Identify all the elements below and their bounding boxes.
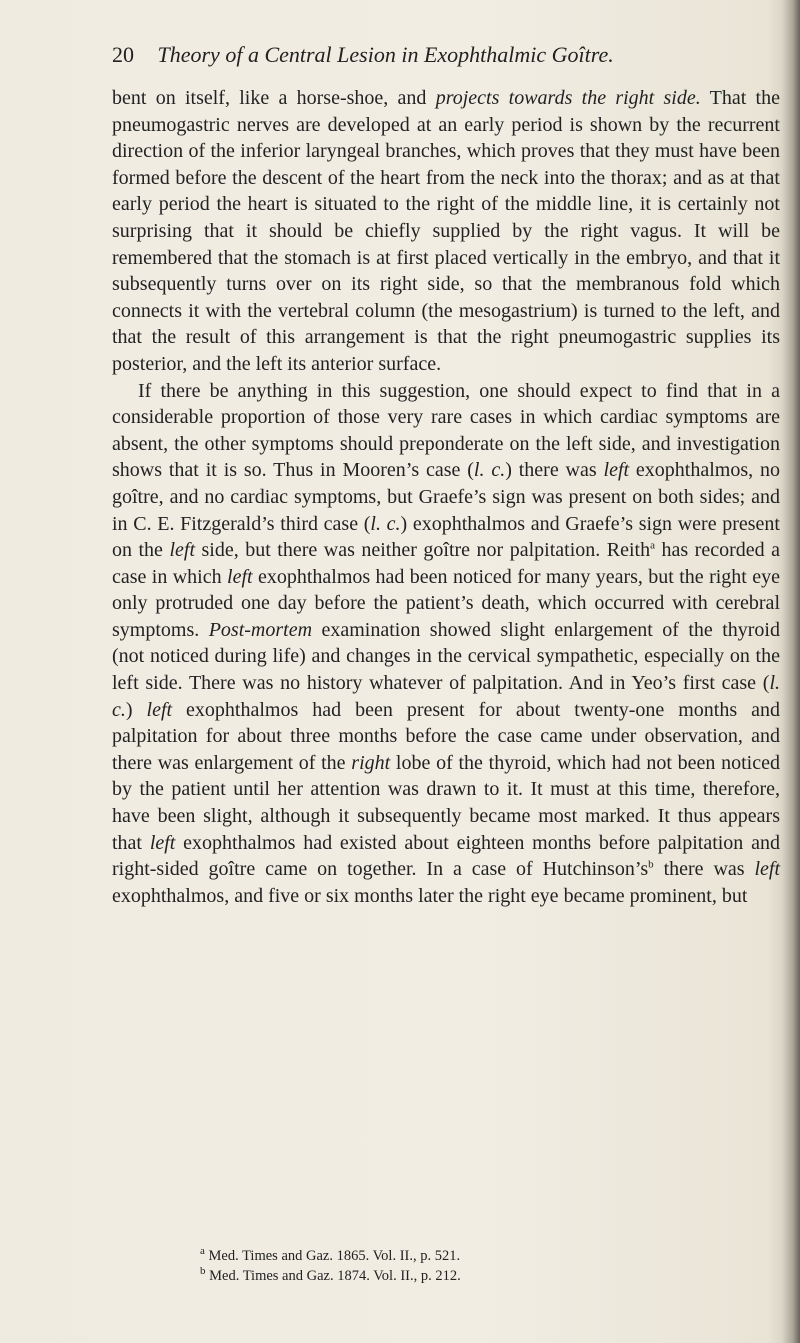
italic-run: l. c.: [473, 459, 506, 482]
running-title: Theory of a Central Lesion in Exophthalmic Goître.: [157, 42, 614, 67]
italic-run: left: [149, 831, 176, 854]
text-run: examination showed slight enlargement of the thyroid (not noticed during life) and changes in the cervical sympathetic, especially on the left side. There was no history whatever of palpitation. And in Yeo’s first case (: [112, 618, 780, 695]
text-run: exophthalmos, and five or six months later the right eye became prominent, but: [112, 884, 748, 907]
text-run: exophthalmos had existed about eighteen months before palpitation and right-sided goître came on together. In a case of Hutchinson’s: [112, 831, 780, 881]
footnote-ref-a: a: [650, 539, 655, 552]
text-run: ) exophthalmos and Graefe’s sign were present on the: [112, 512, 780, 562]
italic-run: left: [603, 459, 630, 482]
footnotes: [200, 1246, 760, 1286]
italic-run: l. c.: [112, 672, 780, 721]
footnote-text: Med. Times and Gaz. 1874. Vol. II., p. 212.: [205, 1268, 461, 1284]
italic-run: l. c.: [370, 512, 401, 535]
footnote-b: [200, 1266, 760, 1286]
text-run: ) there was: [505, 459, 604, 482]
footnote-a: [200, 1246, 760, 1266]
italic-run: left: [146, 698, 173, 721]
text-run: has recorded a case in which: [112, 539, 780, 588]
footnote-mark: b: [200, 1265, 206, 1278]
text-run: ): [125, 698, 147, 721]
italic-run: left: [169, 539, 195, 562]
text-run: If there be anything in this suggestion, one should expect to find that in a considerable proportion of those very rare cases in which cardiac symptoms are absent, the other symptoms should preponderate on the left side, and investigation shows that it is so. Thus in Mooren’s case (: [112, 379, 780, 482]
running-header: [112, 42, 752, 68]
text-run: there was: [653, 858, 755, 881]
italic-run: Post-mortem: [208, 618, 313, 641]
text-run: side, but there was neither goître nor palpitation. Reith: [195, 539, 651, 562]
page-edge-shadow: [782, 0, 800, 1343]
italic-run: projects towards the right side.: [435, 87, 701, 109]
italic-run: left: [227, 565, 253, 588]
text-run: That the pneumogastric nerves are developed at an early period is shown by the recurrent direction of the inferior laryngeal branches, which proves that they must have been formed before the descent of the heart from the neck into the thorax; and as at that early period the heart is situated to the right of the middle line, it is certainly not surprising that it should be chiefly supplied by the right vagus. It will be remembered that the stomach is at first placed vertically in the embryo, and that it subsequently turns over on its right side, so that the membranous fold which connects it with the vertebral column (the mesogastrium) is turned to the left, and that the result of this arrangement is that the right pneumogastric supplies its posterior, and the left its anterior surface.: [112, 87, 780, 375]
italic-run: right: [351, 751, 391, 774]
body-text: [112, 85, 780, 909]
text-run: exophthalmos, no goître, and no cardiac symptoms, but Graefe’s sign was present on both sides; and in C. E. Fitzgerald’s third case (: [112, 459, 780, 535]
text-run: lobe of the thyroid, which had not been noticed by the patient until her attention was drawn to it. It must at this time, therefore, have been slight, although it subsequently became most marked. It thus appears that: [112, 751, 780, 854]
paragraph-2: [112, 378, 780, 910]
italic-run: left: [754, 858, 780, 881]
text-run: exophthalmos had been present for about twenty-one months and palpitation for about three months before the case came under observation, and there was enlargement of the: [112, 698, 780, 774]
footnote-ref-b: b: [648, 858, 654, 871]
footnote-mark: a: [200, 1245, 205, 1258]
text-run: exophthalmos had been noticed for many years, but the right eye only protruded one day before the patient’s death, which occurred with cerebral symptoms.: [112, 565, 780, 641]
paragraph-1: [112, 85, 780, 378]
text-run: bent on itself, like a horse-shoe, and: [112, 87, 436, 109]
footnote-text: Med. Times and Gaz. 1865. Vol. II., p. 521.: [204, 1248, 461, 1264]
page-number: 20: [112, 42, 134, 67]
